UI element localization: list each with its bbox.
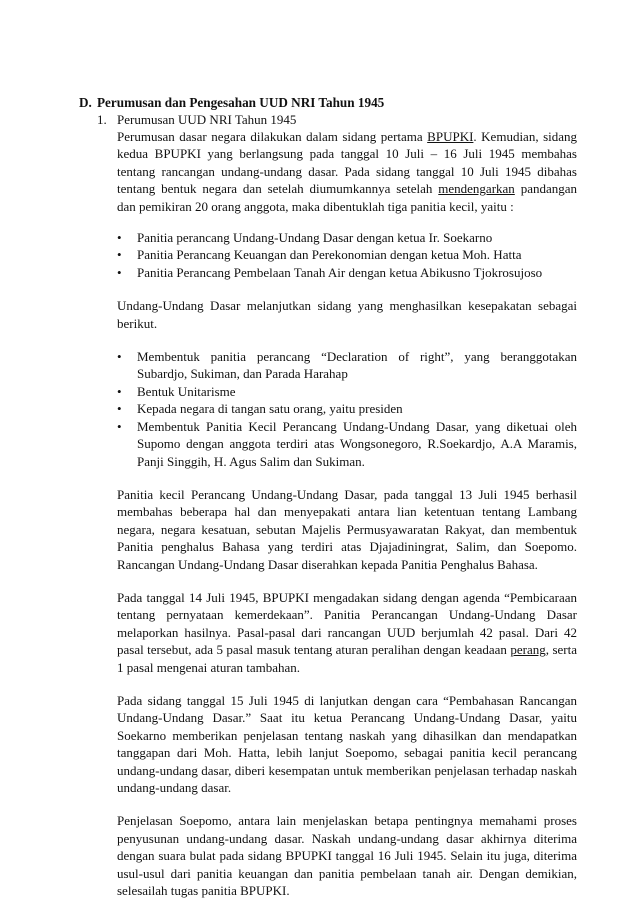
list-item: • Membentuk Panitia Kecil Perancang Undang-Undang Dasar, yang diketuai oleh Supomo dengan anggota terdiri atas Wongsonegoro, R.Soekardjo, A.A Maramis, Panji Singgih, H. Agus Salim dan Sukiman.: [117, 418, 577, 470]
committee-paragraph: Panitia kecil Perancang Undang-Undang Dasar, pada tanggal 13 Juli 1945 berhasil membahas beberapa hal dan menyepakati antara lian ketentuan tentang Lambang negara, negara kesatuan, sebutan Majelis Permusyawaratan Rakyat, dan membentuk Panitia penghalus Bahasa yang terdiri atas Djajadiningrat, Salim, dan Soepomo. Rancangan Undang-Undang Dasar diserahkan kepada Panitia Penghalus Bahasa.: [117, 486, 577, 572]
section-title: Perumusan dan Pengesahan UUD NRI Tahun 1945: [97, 95, 385, 110]
intro-text-3: pandangan dan pemikiran 20 orang anggota, maka dibentuklah tiga panitia kecil, yaitu :: [117, 181, 578, 214]
committee-list: [117, 229, 577, 281]
list-item: • Panitia perancang Undang-Undang Dasar dengan ketua Ir. Soekarno: [117, 229, 577, 246]
agreement-intro-paragraph: Undang-Undang Dasar melanjutkan sidang yang menghasilkan kesepakatan sebagai berikut.: [117, 298, 577, 331]
july14-text-2: , serta 1 pasal mengenai aturan tambahan.: [117, 642, 577, 675]
subsection-title: Perumusan UUD NRI Tahun 1945: [117, 112, 297, 127]
subsection-heading: [97, 111, 296, 129]
agreement-list: [117, 348, 577, 470]
bpupki-link: BPUPKI: [427, 129, 474, 144]
intro-paragraph: [117, 128, 577, 215]
list-item: • Panitia Perancang Keuangan dan Perekonomian dengan ketua Moh. Hatta: [117, 246, 577, 263]
section-letter: D.: [79, 95, 92, 110]
list-item: • Kepada negara di tangan satu orang, yaitu presiden: [117, 400, 577, 417]
section-heading: [79, 94, 384, 112]
mendengarkan-link: mendengarkan: [438, 181, 515, 197]
list-item: • Panitia Perancang Pembelaan Tanah Air dengan ketua Abikusno Tjokrosujoso: [117, 264, 577, 281]
intro-text-1: Perumusan dasar negara dilakukan dalam sidang pertama: [117, 129, 428, 144]
perang-link: perang: [510, 642, 546, 658]
july15-paragraph: Pada sidang tanggal 15 Juli 1945 di lanjutkan dengan cara “Pembahasan Rancangan Undang-Undang Dasar.” Saat itu ketua Perancang Undang-Undang Dasar, yaitu Soekarno memberikan penjelasan tentang naskah yang dihasilkan dan mendapatkan tanggapan dari Moh. Hatta, lebih lanjut Soepomo, sebagai panitia kecil perancang undang-undang dasar, diberi kesempatan untuk memberikan penjelasan terhadap naskah undang-undang dasar.: [117, 692, 577, 795]
list-item: • Membentuk panitia perancang “Declaration of right”, yang beranggotakan Subardjo, Sukiman, dan Parada Harahap: [117, 348, 577, 383]
intro-text-2: . Kemudian, sidang kedua BPUPKI yang berlangsung pada tanggal 10 Juli – 16 Juli 1945 membahas tentang rancangan undang-undang dasar. Pada sidang tanggal 10 Juli 1945 dibahas tentang bentuk negara dan setelah diumumkannya setelah: [117, 129, 578, 197]
list-item: • Bentuk Unitarisme: [117, 383, 577, 400]
section-body: [117, 128, 577, 915]
conclusion-paragraph: Penjelasan Soepomo, antara lain menjelaskan betapa pentingnya memahami proses penyusunan undang-undang dasar. Naskah undang-undang dasar akhirnya diterima dengan suara bulat pada sidang BPUPKI tanggal 16 Juli 1945. Selain itu juga, diterima usul-usul dari panitia keuangan dan panitia pembelaan tanah air. Dengan demikian, selesailah tugas panitia BPUPKI.: [117, 813, 577, 899]
subsection-number: 1.: [97, 112, 107, 127]
july14-paragraph: [117, 589, 577, 676]
july14-text-1: Pada tanggal 14 Juli 1945, BPUPKI mengadakan sidang dengan agenda “Pembicaraan tentang pernyataan kemerdekaan”. Panitia Perancangan Undang-Undang Dasar melaporkan hasilnya. Pasal-pasal dari rancangan UUD berjumlah 42 pasal. Dari 42 pasal tersebut, ada 5 pasal masuk tentang aturan peralihan dengan keadaan: [117, 589, 577, 658]
